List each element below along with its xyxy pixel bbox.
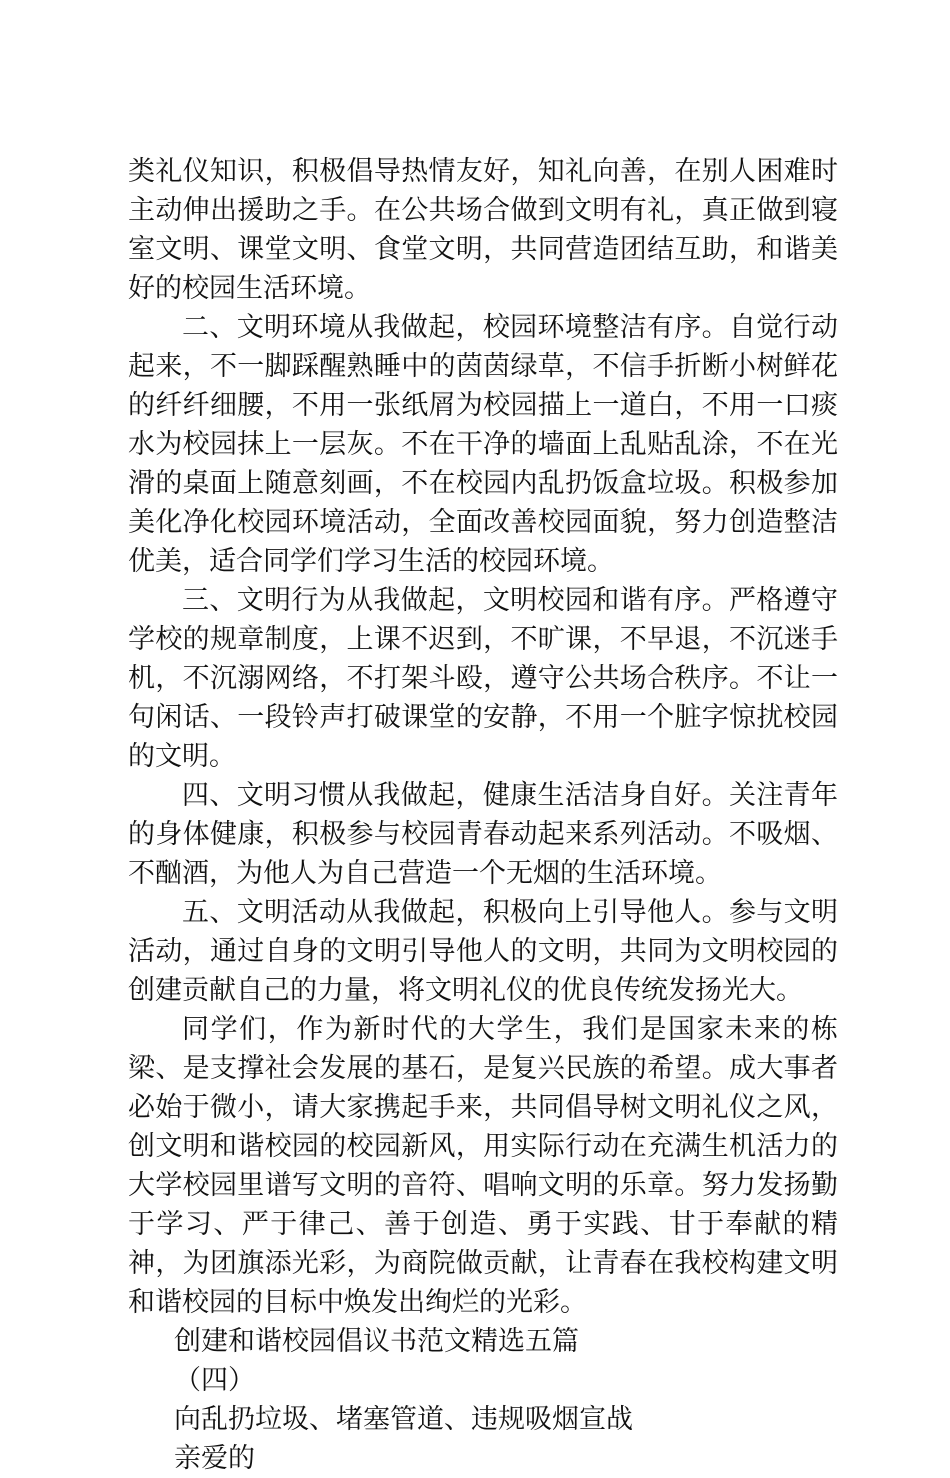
- section-number: （四）: [174, 1365, 255, 1396]
- paragraph-item-2: 二、文明环境从我做起，校园环境整洁有序。自觉行动起来，不一脚踩醒熟睡中的茵茵绿草，不信手折断小树鲜花的纤纤细腰，不用一张纸屑为校园描上一道白，不用一口痰水为校园抹上一层灰。不在干净的墙面上乱贴乱涂，不在光滑的桌面上随意刻画，不在校园内乱扔饭盒垃圾。积极参加美化净化校园环境活动，全面改善校园面貌，努力创造整洁优美，适合同学们学习生活的校园环境。: [128, 312, 838, 577]
- paragraph-continuation: 类礼仪知识，积极倡导热情友好，知礼向善，在别人困难时主动伸出援助之手。在公共场合做到文明有礼，真正做到寝室文明、课堂文明、食堂文明，共同营造团结互助，和谐美好的校园生活环境。: [128, 156, 838, 304]
- paragraph-closing: 同学们，作为新时代的大学生，我们是国家未来的栋梁、是支撑社会发展的基石，是复兴民族的希望。成大事者必始于微小，请大家携起手来，共同倡导树文明礼仪之风，创文明和谐校园的校园新风，用实际行动在充满生机活力的大学校园里谱写文明的音符、唱响文明的乐章。努力发扬勤于学习、严于律己、善于创造、勇于实践、甘于奉献的精神，为团旗添光彩，为商院做贡献，让青春在我校构建文明和谐校园的目标中焕发出绚烂的光彩。: [128, 1014, 838, 1318]
- salutation: 亲爱的: [174, 1443, 255, 1474]
- section-subtitle: 向乱扔垃圾、堵塞管道、违规吸烟宣战: [174, 1404, 633, 1435]
- paragraph-item-4: 四、文明习惯从我做起，健康生活洁身自好。关注青年的身体健康，积极参与校园青春动起来系列活动。不吸烟、不酗酒，为他人为自己营造一个无烟的生活环境。: [128, 780, 838, 889]
- document-body: [128, 152, 838, 1478]
- document-title-line: 创建和谐校园倡议书范文精选五篇: [174, 1326, 579, 1357]
- paragraph-item-5: 五、文明活动从我做起，积极向上引导他人。参与文明活动，通过自身的文明引导他人的文明，共同为文明校园的创建贡献自己的力量，将文明礼仪的优良传统发扬光大。: [128, 897, 838, 1006]
- paragraph-item-3: 三、文明行为从我做起，文明校园和谐有序。严格遵守学校的规章制度，上课不迟到，不旷课，不早退，不沉迷手机，不沉溺网络，不打架斗殴，遵守公共场合秩序。不让一句闲话、一段铃声打破课堂的安静，不用一个脏字惊扰校园的文明。: [128, 585, 838, 772]
